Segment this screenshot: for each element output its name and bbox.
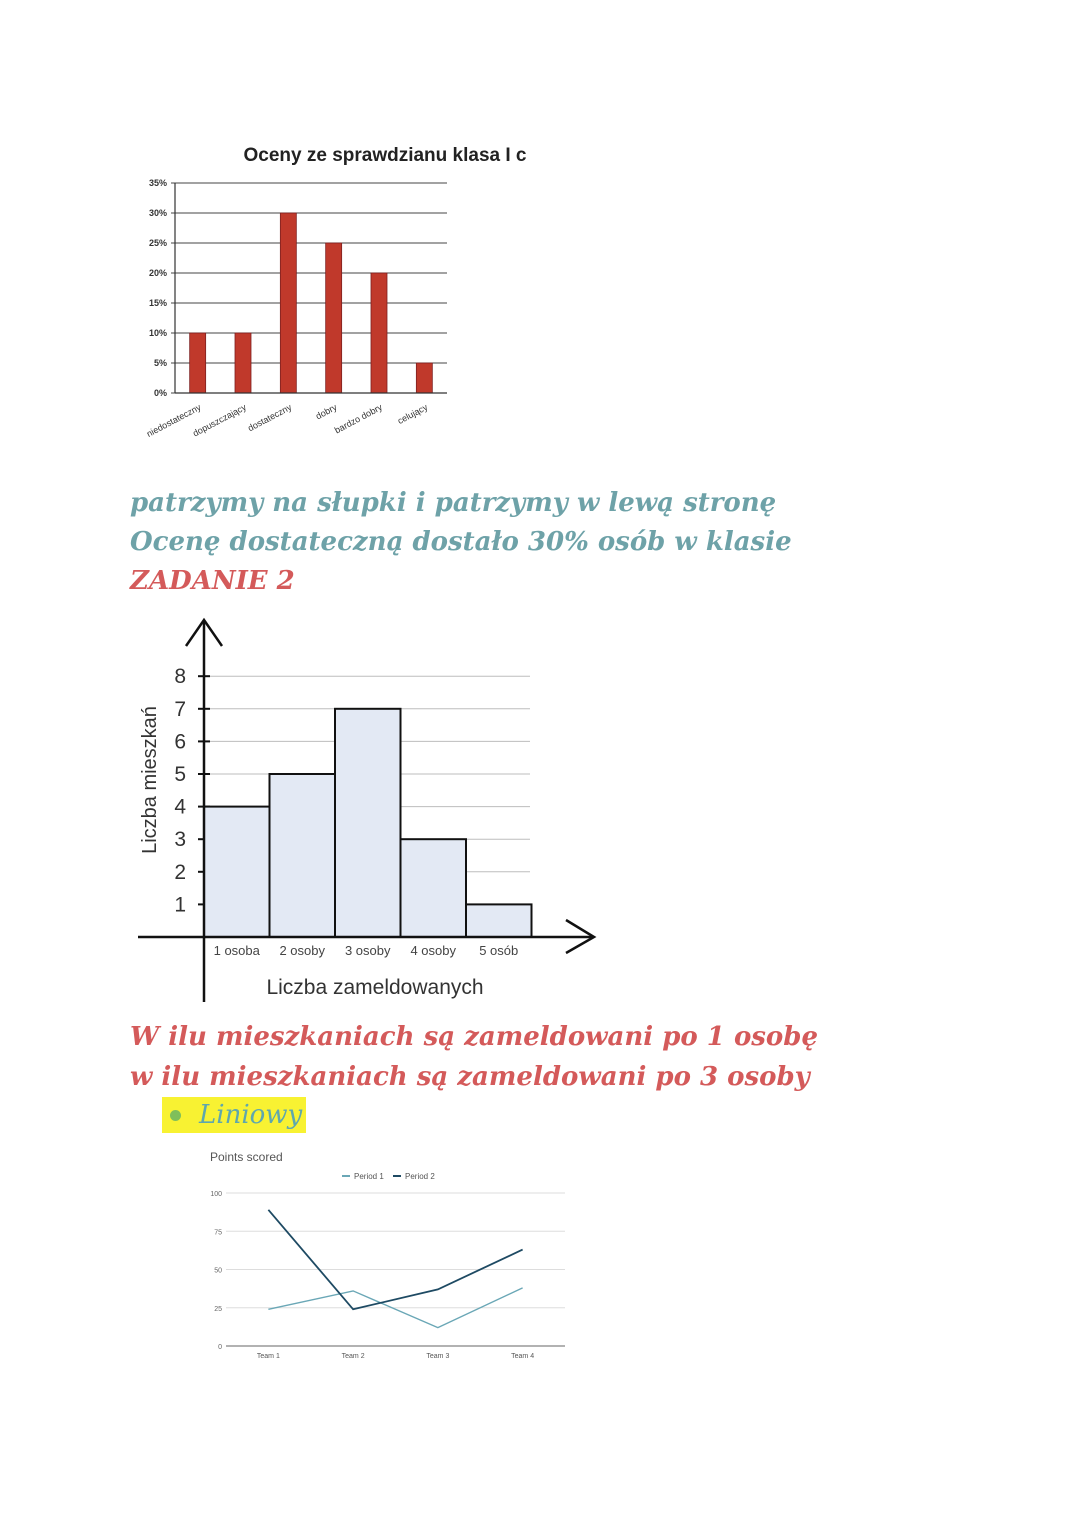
x-tick-label: Team 3 — [426, 1353, 450, 1360]
bar — [326, 243, 342, 393]
y-tick-label: 0 — [218, 1344, 222, 1351]
bar — [204, 807, 270, 937]
y-tick-labels — [149, 178, 167, 398]
y-tick-label: 5% — [153, 358, 167, 368]
bar — [416, 363, 432, 393]
y-tick-label: 50 — [214, 1267, 222, 1275]
y-tick-label: 6 — [174, 730, 186, 754]
x-tick-labels — [257, 1353, 534, 1360]
y-tick-label: 10% — [148, 328, 167, 338]
x-tick-label: 4 osoby — [410, 943, 457, 958]
x-tick-label: bardzo dobry — [332, 401, 384, 436]
legend — [342, 1172, 435, 1181]
apartments-histogram — [0, 608, 640, 1008]
chart-title: Oceny ze sprawdzianu klasa I c — [243, 145, 527, 166]
note-line-2: Ocenę dostateczną dostało 30% osób w klasie — [130, 527, 792, 557]
y-axis-label: Liczba mieszkań — [139, 706, 161, 854]
y-tick-labels — [174, 665, 186, 916]
x-tick-label: dobry — [314, 401, 339, 422]
series-line-2 — [268, 1210, 522, 1309]
x-tick-label: celujący — [395, 401, 430, 427]
legend-period-1-label: Period 1 — [354, 1172, 384, 1181]
bullet-dot-icon — [170, 1110, 181, 1121]
grid — [171, 183, 447, 393]
x-tick-label: 2 osoby — [279, 943, 326, 958]
grades-bar-chart — [0, 135, 560, 465]
grid — [226, 1193, 565, 1346]
y-tick-label: 8 — [174, 665, 186, 689]
series-lines — [268, 1210, 522, 1328]
y-tick-label: 5 — [174, 763, 186, 786]
bar — [335, 709, 401, 937]
y-tick-label: 3 — [174, 828, 186, 852]
x-tick-label: 3 osoby — [344, 943, 391, 958]
x-tick-label: Team 1 — [256, 1353, 280, 1360]
y-tick-label: 15% — [148, 298, 167, 308]
bullet-item — [162, 1097, 306, 1133]
bar — [190, 333, 206, 393]
y-tick-label: 2 — [174, 860, 186, 884]
x-tick-label: 1 osoba — [213, 943, 260, 958]
y-tick-label: 7 — [174, 697, 186, 721]
x-tick-label: dostateczny — [246, 401, 294, 434]
x-tick-label: Team 2 — [341, 1353, 365, 1360]
note-line-1: patrzymy na słupki i patrzymy w lewą stronę — [130, 488, 777, 518]
y-tick-label: 0% — [153, 388, 167, 398]
x-axis-label: Liczba zameldowanych — [266, 976, 484, 999]
legend-period-2-label: Period 2 — [405, 1172, 435, 1181]
x-tick-label: dopuszczający — [191, 401, 248, 439]
bar — [466, 904, 532, 937]
x-tick-labels — [145, 402, 430, 439]
points-line-chart — [0, 1145, 600, 1375]
y-tick-label: 25 — [214, 1305, 222, 1313]
bar — [371, 273, 387, 393]
y-tick-label: 1 — [174, 893, 186, 917]
bar — [235, 333, 251, 393]
bar — [280, 213, 296, 393]
x-tick-label: 5 osób — [479, 943, 519, 958]
y-tick-label: 100 — [210, 1191, 222, 1198]
bars — [204, 709, 532, 937]
y-tick-label: 20% — [148, 268, 167, 278]
chart-title: Points scored — [210, 1150, 283, 1164]
y-tick-label: 25% — [148, 238, 167, 248]
question-1: W ilu mieszkaniach są zameldowani po 1 osobę — [130, 1022, 818, 1052]
x-tick-label: niedostateczny — [144, 401, 203, 439]
y-tick-label: 75 — [214, 1229, 222, 1237]
bar — [401, 839, 467, 937]
y-tick-labels — [210, 1191, 222, 1351]
y-tick-label: 30% — [148, 208, 167, 218]
x-tick-labels — [214, 943, 519, 958]
bar — [270, 774, 336, 937]
question-2: w ilu mieszkaniach są zameldowani po 3 osoby — [130, 1062, 810, 1092]
x-tick-label: Team 4 — [511, 1353, 535, 1360]
bullet-label: Liniowy — [199, 1100, 303, 1130]
y-tick-label: 35% — [148, 178, 167, 188]
y-tick-label: 4 — [174, 795, 186, 819]
heading-zadanie-2: ZADANIE 2 — [130, 566, 295, 596]
